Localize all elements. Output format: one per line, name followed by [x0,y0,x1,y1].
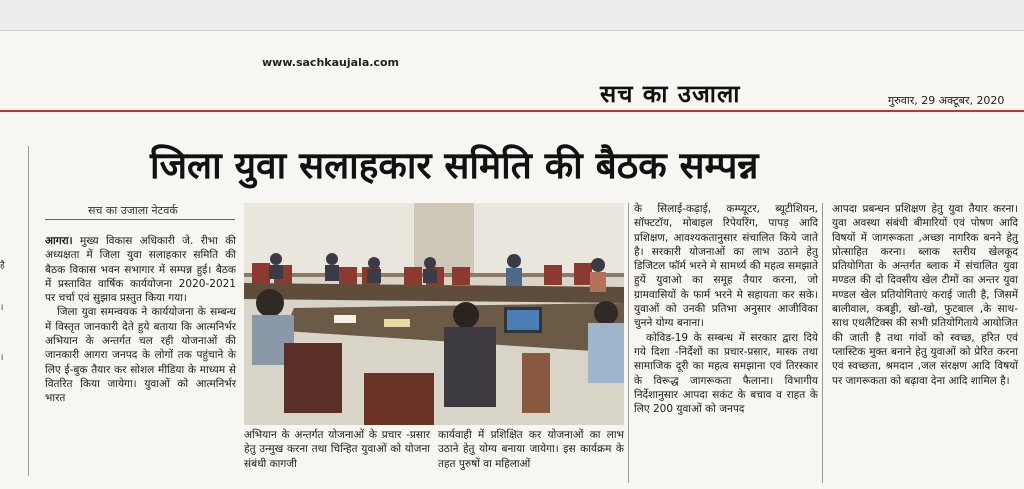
masthead-rule [0,110,1024,112]
adjacent-column-fragment: । [0,303,4,313]
publication-date: गुरुवार, 29 अक्टूबर, 2020 [888,94,1005,107]
adjacent-column-fragment: । [0,353,4,363]
meeting-photo-illustration [244,203,624,425]
article-paragraph: आपदा प्रबन्धन प्रशिक्षण हेतु युवा तैयार करना। युवा अवस्था संबंधी बीमारियों एवं पोषण आदि विषयों में जागरूकता ,अच्छा नागरिक बनने हेतु प्रोत्साहित करना। ब्लाक स्तरीय खेलकूद प्रतियोगिता के अन्तर्गत ब्लाक में संचालित युवा मण्डल की दो दिवसीय खेल टीमों का अन्तर युवा मण्डल खेल प्रतियोगिताएं कराई जाती है, जिसमें बालीवाल, कबड्डी, खो-खो, फुटबाल ,के साथ-साथ एथलैटिक्स की सभी प्रतियोगिताये आयोजित की जाती है तथा गांवों को स्वच्छ, हरित एवं प्लास्टिक मुक्त बनाने हेतु युवाओं को प्रेरित करना एवं स्वच्छता, श्रमदान ,जल संरक्षण आदि विषयों पर जागरूकता को बढ़ावा देना आदि शामिल है। [832,203,1018,387]
column-divider [28,146,29,476]
article-column-4 [634,202,818,416]
article-column-1 [45,234,236,406]
article-column-3 [438,428,624,471]
column-divider [822,203,823,483]
article-paragraph: कार्यवाही में प्रशिक्षित कर योजनाओं का लाभ उठाने हेतु योग्य बनाया जायेगा। इस कार्यक्रम के तहत पुरुषों वा महिलाओं [438,429,624,470]
article-paragraph: अभियान के अन्तर्गत योजनाओं के प्रचार -प्रसार हेतु उन्मुख करना तथा चिन्हित युवाओं को योजना संबंधी कागजी [244,429,430,470]
paragraph-text: मुख्य विकास अधिकारी जे. रीभा की अध्यक्षता में जिला युवा सलाहकार समिति की बैठक विकास भवन सभागार में सम्पन्न हुई। बैठक में प्रस्तावित वार्षिक कार्ययोजना 2020-2021 पर चर्चा एवं सुझाव प्रस्तुत किया गया। [45,235,236,305]
article-paragraph: कोविड-19 के सम्बन्ध में सरकार द्वारा दिये गये दिशा -निर्देशों का प्रचार-प्रसार, मास्क तथा सामाजिक दूरी का महत्व समझाना एवं तिरस्कार के विरूद्ध जागरूकता फैलाना। विभागीय निर्देशानुसार आपदा सकंट के बचाव व राहत के लिए 200 युवाओं को जनपद [634,331,818,416]
article-column-5 [832,202,1018,388]
browser-top-bar [0,0,1024,31]
article-byline: सच का उजाला नेटवर्क [88,204,178,217]
dateline: आगरा। [45,235,73,247]
article-paragraph: जिला युवा समन्वयक ने कार्ययोजना के सम्बन्ध में विस्तृत जानकारी देते हुये बताया कि आत्मनिर्भर अभियान के अन्तर्गत चल रही योजनाओं की जानकारी आगरा जनपद के लोगों तक पहुंचाने के लिए ई-बुक तैयार कर सोशल मीडिया के माध्यम से वितरित किया जायेगा। युवाओं को आत्मनिर्भर भारत [45,306,236,405]
article-paragraph: के सिलाई-कढ़ाई, कम्प्यूटर, ब्यूटीशियन, सॉफ्टटॉय, मोबाइल रिपेयरिंग, पापड़ आदि प्रशिक्षण, आवश्यकतानुसार संचालित किये जाते है। सरकारी योजनाओं का लाभ उठाने हेतु डिजिटल फॉर्म भरने मे सामर्थ्य की महत्व समझाते हुयें युवाओ का समूह तैयार करना, जो ग्रामवासियों के फार्म भरने मे सहायता कर सके। युवाओं को उनकी प्रतिभा अनुसार आजीविका चुनने योग्य बनाना। [634,203,818,330]
article-headline: जिला युवा सलाहकार समिति की बैठक सम्पन्न [150,144,759,187]
byline-rule [45,219,235,220]
newspaper-masthead: सच का उजाला [600,80,741,108]
article-paragraph [45,234,236,305]
adjacent-column-fragment: है [0,261,5,271]
website-url: www.sachkaujala.com [262,56,399,69]
column-divider [628,203,629,483]
article-column-2 [244,428,430,471]
meeting-photo [244,203,624,425]
